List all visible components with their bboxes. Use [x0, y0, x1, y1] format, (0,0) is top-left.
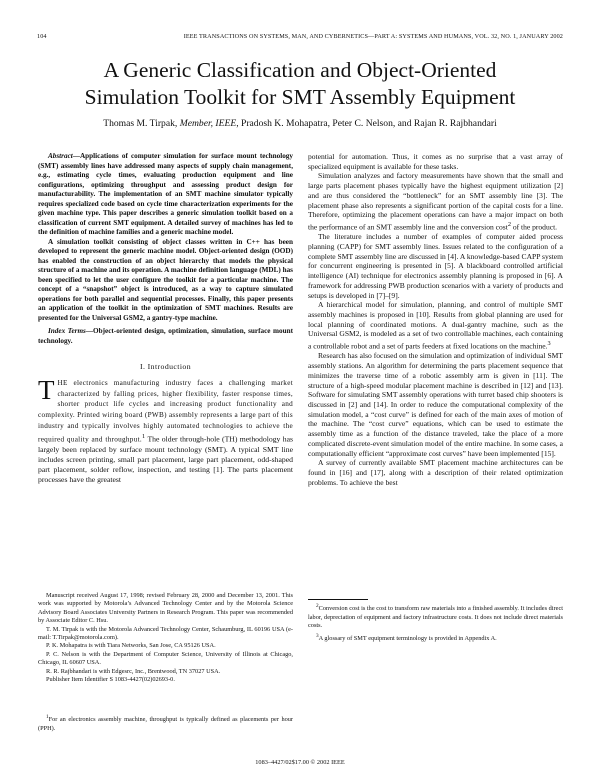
other-authors: , Pradosh K. Mohapatra, Peter C. Nelson, and Rajan R. Rajbhandari — [236, 118, 497, 129]
page-number: 104 — [37, 33, 47, 40]
right-footnotes — [308, 602, 563, 646]
footnote-3-text: A glossary of SMT equipment terminology is provided in Appendix A. — [318, 635, 497, 643]
left-column — [38, 152, 293, 485]
intro-paragraph — [38, 374, 293, 485]
footnote-ref-1[interactable]: 1 — [142, 432, 146, 440]
right-p3 — [308, 300, 563, 351]
abstract-text-1: Applications of computer simulation for surface mount technology (SMT) assembly lines have addressed many aspects of supply chain management, e.g., estimating cycle times, evaluating production equipment and line configurations, optimizing throughput and assessing product design for manufacturability. The implementation of an SMT machine simulator typically requires specialized code based on cycle time characterization experiments for the given machine type. This paper describes a generic simulation toolkit based on a classification of current SMT equipment. A detailed survey of machines has led to the definition of machine families and a generic machine model. — [38, 152, 293, 236]
footnote-ref-3[interactable]: 3 — [547, 340, 551, 348]
author-1-role: Member, IEEE — [179, 118, 237, 129]
index-terms-text: Object-oriented design, optimization, simulation, surface mount technology. — [38, 327, 293, 345]
abstract-p1 — [38, 152, 293, 238]
title-line-2: Simulation Toolkit for SMT Assembly Equipment — [84, 85, 516, 109]
right-p1-text: Simulation analyzes and factory measurements have shown that the small and large parts placement phases typically have the highest equipment utilization [2] and are thus considered the “bottleneck” for an SMT assembly line [3]. The placement phase also represents a significant portion of the capital costs for a line. Therefore, optimizing the placement operations can have a major impact on both the performance of an SMT assembly line and the conversion cost — [308, 171, 563, 232]
footnote-2-text: Conversion cost is the cost to transform raw materials into a finished assembly. It includes direct labor, depreciation of equipment and factory infrastructure costs. It does not include direct materials costs. — [308, 605, 563, 629]
right-column — [308, 152, 563, 487]
abstract-label: Abstract— — [48, 152, 80, 160]
footnote-1-mark: 1 — [46, 714, 49, 720]
footnote-1-text: For an electronics assembly machine, throughput is typically defined as placements per hour (PPH). — [38, 716, 293, 732]
right-p3-text: A hierarchical model for simulation, planning, and control of multiple SMT assembly machines is proposed in [10]. Results from global planning are used for local planning of coordinated motions. A dual-gantry machine, such as the Universal GSM2, is modeled as a set of two controllable machines, each containing a controllable robot and a set of parts feeders at fixed locations on the machine. — [308, 300, 563, 351]
affiliation-nelson: P. C. Nelson is with the Department of Computer Science, University of Illinois at Chicago, Chicago, IL 60607 USA. — [38, 650, 293, 667]
intro-lead: HE electronics manufacturing industry faces a challenging market characterized by falling prices, higher flexibility, faster response times, shorter product life cycles and increasing product functionality and complexity. Printed wiring board (PWB) assembly represents a large part of this industry and typically involves highly automated technologies to achieve the required quality and throughput. — [38, 378, 293, 444]
index-terms-label: Index Terms— — [48, 327, 94, 335]
footnote-3-mark: 3 — [316, 633, 319, 640]
section-heading-introduction: I. Introduction — [139, 362, 192, 371]
drop-cap: T — [38, 374, 55, 405]
footnote-divider — [308, 599, 368, 600]
affiliation-rajbhandari: R. R. Rajbhandari is with Edgesrc, Inc., Brentwood, TN 37027 USA. — [46, 667, 221, 675]
affiliation-tirpak: T. M. Tirpak is with the Motorola Advanced Technology Center, Schaumburg, IL 60196 USA (e-mail: T.Tirpak@motorola.com). — [38, 625, 293, 642]
abstract-p2: A simulation toolkit consisting of object classes written in C++ has been developed to represent the generic machine model. Object-oriented design (OOD) has enabled the construction of an object hierarchy that models the physical structure of a machine and its operation. A machine definition language (MDL) has been specified to let the user configure the toolkit for a particular machine. The concept of a “snapshot” object is introduced, as a way to capture simulated operations for both parallel and sequential processes. Finally, this paper presents an application of the toolkit in the optimization of SMT machines. Results are presented for the Universal GSM2, a gantry-type machine. — [38, 237, 293, 322]
footnote-ref-2[interactable]: 2 — [507, 221, 511, 229]
journal-header: IEEE TRANSACTIONS ON SYSTEMS, MAN, AND CYBERNETICS—PART A: SYSTEMS AND HUMANS, VOL. 32, NO. 1, JANUARY 2002 — [183, 33, 563, 40]
right-p5: A survey of currently available SMT placement machine architectures can be found in [16] and [17], along with a description of their related optimization problems. To achieve the best — [308, 458, 563, 487]
footnote-3 — [308, 632, 563, 644]
footnote-1 — [38, 713, 293, 733]
paper-title — [30, 57, 570, 111]
right-p1-end: of the product. — [510, 222, 558, 232]
author-list — [30, 118, 570, 129]
affiliation-footnotes — [38, 592, 293, 684]
right-p2: The literature includes a number of examples of computer aided process planning (CAPP) for SMT assembly lines. Issues related to the configuration of a complete SMT assembly line are discussed in [4]. A knowledge-based CAPP system for concurrent engineering is presented in [5]. A blackboard controlled artificial intelligence (AI) technique for electronics assembly planning is proposed in [6]. A framework for addressing PWB production scenarios with a variety of products and setups is developed in [7]–[9]. — [308, 232, 563, 300]
title-line-1: A Generic Classification and Object-Oriented — [103, 58, 497, 82]
running-header — [37, 33, 563, 43]
intro-continued: The older through-hole (TH) methodology has largely been replaced by surface mount technology (SMT). A typical SMT line includes screen printing, small part placement, large part placement, odd-shaped part placement, solder reflow, inspection, and testing [1]. The parts placement processes have the greatest — [38, 434, 293, 484]
copyright-line: 1083–4427/02$17.00 © 2002 IEEE — [255, 759, 345, 766]
manuscript-note: Manuscript received August 17, 1998; revised February 28, 2000 and December 13, 2001. This work was supported by Motorola’s Advanced Technology Center and by the Motorola Science Advisory Board Associates University Partners in Research Program. This paper was recommended by Associate Editor C. Hsu. — [38, 592, 293, 625]
footnote-1-para — [38, 713, 293, 733]
author-1: Thomas M. Tirpak, — [103, 118, 180, 129]
publisher-item-id: Publisher Item Identifier S 1083-4427(02)02693-0. — [46, 676, 175, 684]
footnote-2 — [308, 602, 563, 630]
right-p0: potential for automation. Thus, it comes as no surprise that a vast array of specialized equipment is available for these tasks. — [308, 152, 563, 171]
affiliation-mohapatra: P. K. Mohapatra is with Tiara Networks, San Jose, CA 95126 USA. — [46, 642, 216, 650]
right-p1 — [308, 171, 563, 232]
right-p4: Research has also focused on the simulation and optimization of individual SMT assembly stations. An algorithm for determining the parts placement sequence that minimizes the traverse time of a robotic assembly arm is given in [11]. The structure of a high-speed modular placement machine is described in [12] and [13]. Software for simulating SMT assembly operations with turret based chip shooters is discussed in [2] and [14]. In order to reduce the computational complexity of the simulation model, a “cost curve” is defined for each of the main axes of motion of the machine. The “cost curve” equations, which can be used to estimate the assembly time as a function of the distance traveled, take the place of a more complicated discrete-event simulation model of the entire machine. In some cases, a computationally efficient “approximate cost curves” have been implemented [15]. — [308, 351, 563, 458]
index-terms — [38, 327, 293, 346]
footnote-2-mark: 2 — [316, 603, 319, 609]
